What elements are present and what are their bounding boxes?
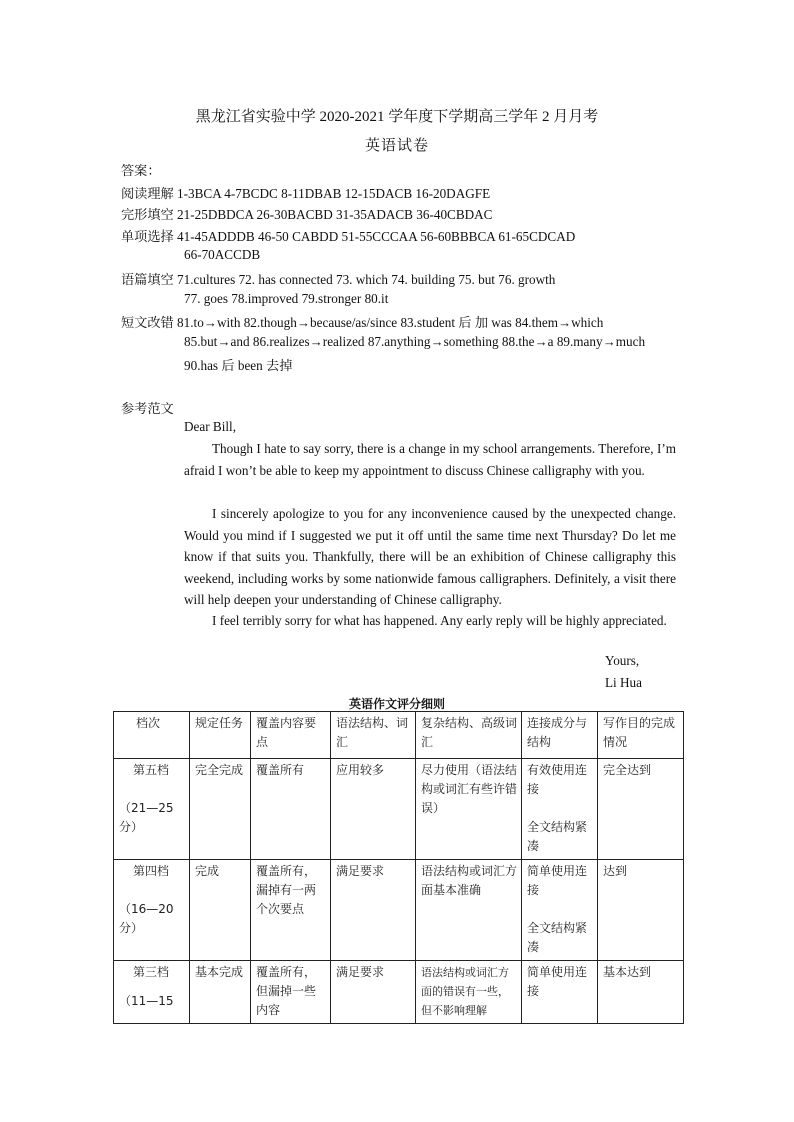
grammar-cell: 满足要求 — [331, 860, 416, 961]
grade-range: （21—25分） — [119, 801, 174, 834]
page-subtitle: 英语试卷 — [364, 138, 429, 154]
page-title: 黑龙江省实验中学 2020-2021 学年度下学期高三学年 2 月月考 — [195, 109, 599, 125]
essay-signature: Li Hua — [605, 675, 642, 690]
complex-cell: 语法结构或词汇方面基本准确 — [416, 860, 522, 961]
cohesion-cell — [522, 759, 598, 860]
rubric-header-row — [114, 712, 684, 759]
grade-cell — [114, 759, 190, 860]
answers-cloze: 完形填空 21-25DBDCA 26-30BACBD 31-35ADACB 36-40CBDAC — [121, 207, 493, 222]
essay-paragraph: I feel terribly sorry for what has happened. Any early reply will be highly appreciated. — [212, 613, 667, 628]
answers-single-choice-cont: 66-70ACCDB — [184, 247, 261, 262]
answers-correction: 短文改错 81.to→with 82.though→because/as/since 83.student 后 加 was 84.them→which — [121, 315, 604, 330]
grade-cell — [114, 961, 190, 1024]
purpose-cell: 基本达到 — [598, 961, 684, 1024]
rubric-row — [114, 961, 684, 1024]
essay-paragraph: Though I hate to say sorry, there is a change in my school arrangements. Therefore, I’m afraid I won’t be able to keep my appointment to discuss Chinese calligraphy with you. — [184, 441, 676, 478]
essay-paragraph: I sincerely apologize to you for any inconvenience caused by the unexpected change. Would you mind if I suggested we put it off until the same time next Thursday? Do let me know if that suits you. Thankfully, there will be an exhibition of Chinese calligraphy this weekend, including works by some nationwide famous calligraphers. Definitely, a visit there will help deepen your understanding of Chinese calligraphy. — [184, 506, 676, 607]
header-cell: 写作目的完成情况 — [598, 712, 684, 759]
purpose-cell: 达到 — [598, 860, 684, 961]
answers-heading: 答案： — [121, 163, 161, 178]
header-cell: 语法结构、词汇 — [331, 712, 416, 759]
grade-name: 第五档 — [133, 763, 170, 777]
rubric-table — [113, 711, 684, 1024]
header-cell: 规定任务 — [190, 712, 251, 759]
structure-text: 全文结构紧凑 — [527, 921, 588, 954]
answers-correction-cont-1: 85.but→and 86.realizes→realized 87.anything→something 88.the→a 89.many→much — [184, 334, 646, 349]
task-cell: 完成 — [190, 860, 251, 961]
header-cell: 连接成分与结构 — [522, 712, 598, 759]
cohesion-text: 简单使用连接 — [527, 965, 588, 998]
header-cell: 覆盖内容要点 — [251, 712, 331, 759]
essay-closing: Yours, — [605, 653, 640, 668]
grammar-cell: 满足要求 — [331, 961, 416, 1024]
header-cell: 档次 — [114, 712, 190, 759]
task-cell: 基本完成 — [190, 961, 251, 1024]
grade-range: （11—15 — [119, 994, 174, 1008]
cohesion-cell — [522, 860, 598, 961]
answers-single-choice: 单项选择 41-45ADDDB 46-50 CABDD 51-55CCCAA 56-60BBBCA 61-65CDCAD — [121, 229, 576, 244]
grade-name: 第四档 — [133, 864, 170, 878]
coverage-cell: 覆盖所有，漏掉有一两个次要点 — [251, 860, 331, 961]
grade-range: （16—20分） — [119, 902, 174, 935]
answers-correction-cont-2: 90.has 后 been 去掉 — [184, 358, 293, 373]
purpose-cell: 完全达到 — [598, 759, 684, 860]
grade-name: 第三档 — [133, 965, 170, 979]
header-cell: 复杂结构、高级词汇 — [416, 712, 522, 759]
answers-fill-in-cont: 77. goes 78.improved 79.stronger 80.it — [184, 291, 389, 306]
essay-heading: 参考范文 — [121, 401, 174, 416]
coverage-cell: 覆盖所有 — [251, 759, 331, 860]
cohesion-cell — [522, 961, 598, 1024]
grammar-cell: 应用较多 — [331, 759, 416, 860]
cohesion-text: 有效使用连接 — [527, 763, 588, 796]
answers-fill-in: 语篇填空 71.cultures 72. has connected 73. which 74. building 75. but 76. growth — [121, 272, 556, 287]
rubric-caption: 英语作文评分细则 — [348, 697, 445, 711]
structure-text: 全文结构紧凑 — [527, 820, 588, 853]
essay-salutation: Dear Bill, — [184, 419, 237, 434]
rubric-row — [114, 860, 684, 961]
complex-cell: 尽力使用（语法结构或词汇有些许错误） — [416, 759, 522, 860]
answers-reading: 阅读理解 1-3BCA 4-7BCDC 8-11DBAB 12-15DACB 16-20DAGFE — [121, 186, 491, 201]
rubric-row — [114, 759, 684, 860]
cohesion-text: 简单使用连接 — [527, 864, 588, 897]
coverage-cell: 覆盖所有，但漏掉一些内容 — [251, 961, 331, 1024]
task-cell: 完全完成 — [190, 759, 251, 860]
complex-cell: 语法结构或词汇方面的错误有一些，但不影响理解 — [416, 961, 522, 1024]
grade-cell — [114, 860, 190, 961]
